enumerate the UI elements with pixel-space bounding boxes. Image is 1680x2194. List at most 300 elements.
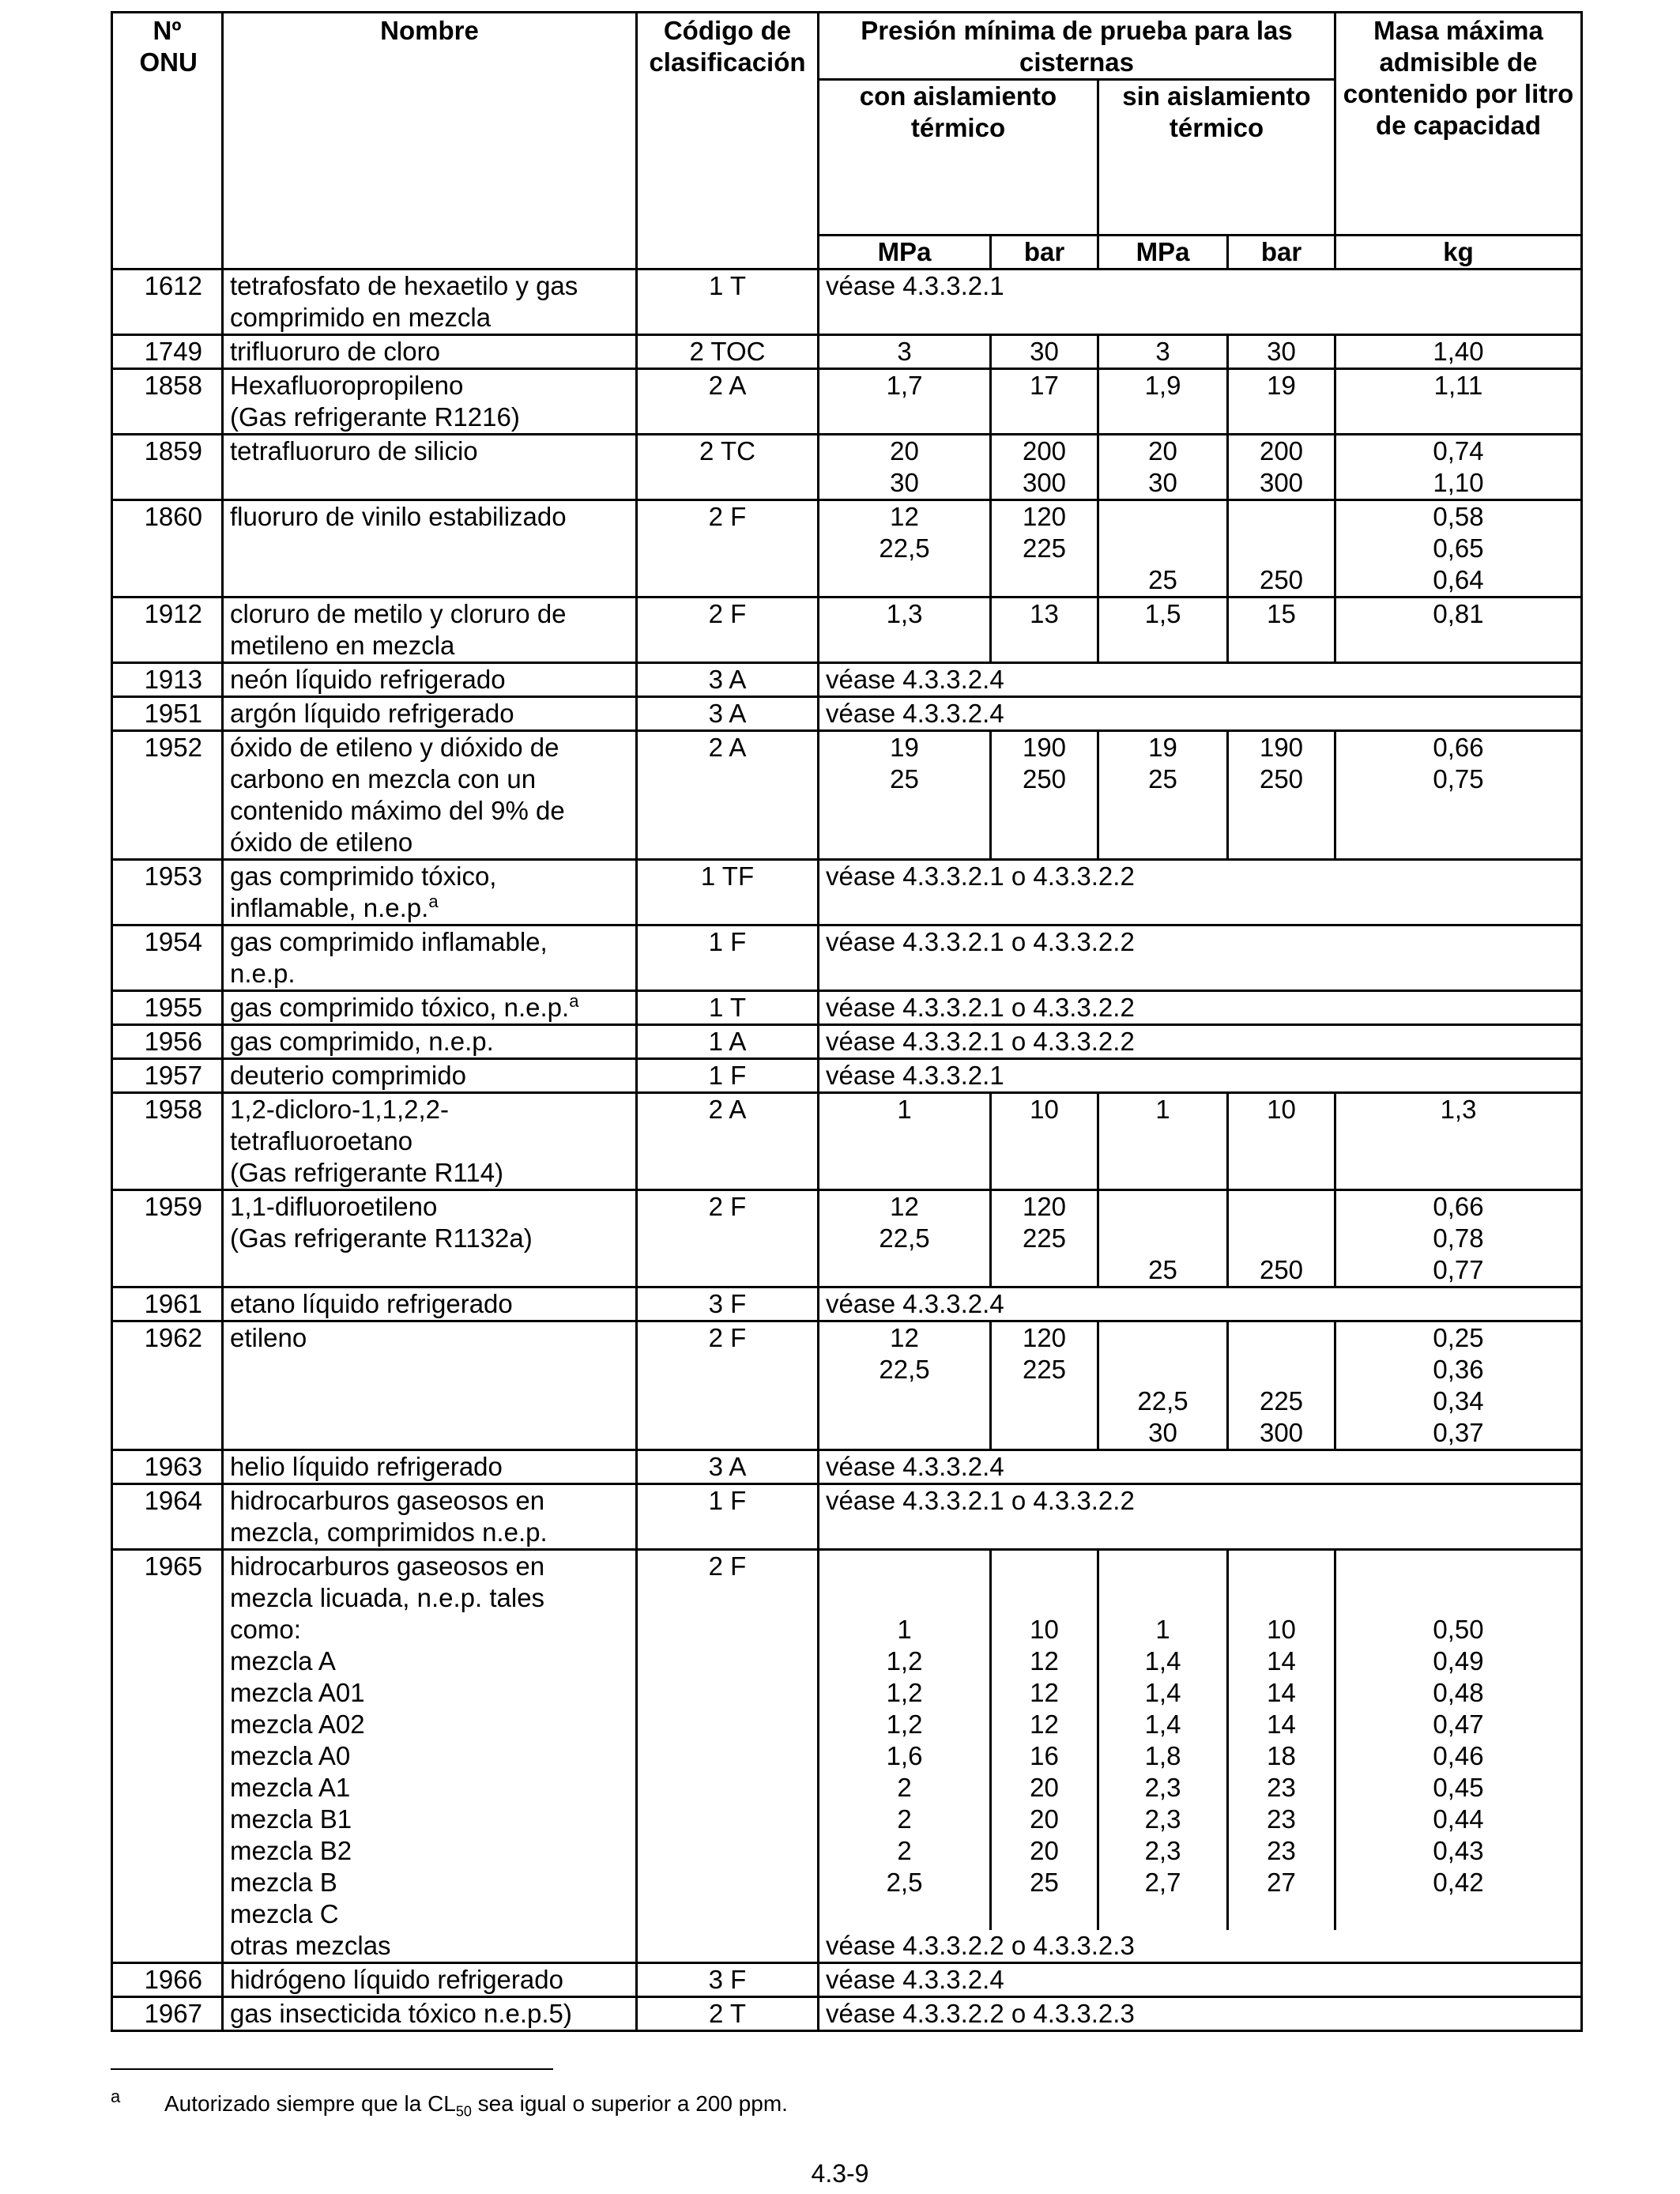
- name-line: contenido máximo del 9% de: [230, 796, 565, 825]
- max-mass-kg: [1335, 598, 1582, 663]
- tank-instruction-ref: véase 4.3.3.2.1 o 4.3.3.2.2: [819, 1025, 1582, 1059]
- substance-name: [223, 598, 637, 663]
- pressure-mpa-uninsulated: [1098, 435, 1228, 500]
- classification-code: 2 T: [637, 1997, 819, 2031]
- cell-line: 225: [1022, 1355, 1067, 1384]
- substance-name: [223, 1997, 637, 2031]
- name-line: fluoruro de vinilo estabilizado: [230, 502, 567, 531]
- name-line: argón líquido refrigerado: [230, 699, 514, 728]
- cell-line: [1343, 1582, 1574, 1614]
- pressure-bar-insulated: [991, 731, 1098, 860]
- cell-line: 250: [1259, 565, 1304, 594]
- name-line: inflamable, n.e.p.$^a$: [230, 892, 439, 922]
- header-sin-aislamiento: sin aislamiento térmico: [1098, 80, 1335, 236]
- pressure-mpa-uninsulated: [1098, 369, 1228, 435]
- name-line: tetrafosfato de hexaetilo y gas: [230, 271, 578, 300]
- cell-line: [1106, 1191, 1220, 1223]
- classification-code: 2 TC: [637, 435, 819, 500]
- cell-line: [826, 1582, 983, 1614]
- name-line: etileno: [230, 1323, 307, 1352]
- pressure-bar-insulated: [991, 1321, 1098, 1450]
- classification-code: 2 F: [637, 1550, 819, 1963]
- footnote-marker: a: [111, 2087, 121, 2106]
- table-row: [112, 1321, 1582, 1450]
- cell-line: 13: [1030, 599, 1059, 628]
- unit-bar-sin: bar: [1228, 236, 1335, 270]
- onu-number: 1612: [112, 270, 223, 335]
- cell-line: [1235, 1322, 1328, 1354]
- cell-line: 10: [1030, 1615, 1059, 1644]
- max-mass-kg: [1335, 1093, 1582, 1190]
- cell-line: 30: [1148, 468, 1177, 497]
- name-line: neón líquido refrigerado: [230, 665, 506, 694]
- cell-line: 120: [1022, 1192, 1067, 1221]
- cell-line: [826, 1898, 983, 1930]
- tank-instruction-ref: véase 4.3.3.2.2 o 4.3.3.2.3: [819, 1997, 1582, 2031]
- substance-name: [223, 1963, 637, 1997]
- cell-line: 2,3: [1144, 1804, 1181, 1834]
- substance-name: [223, 697, 637, 731]
- cell-line: 1,8: [1144, 1741, 1181, 1770]
- pressure-mpa-insulated: [819, 1321, 991, 1450]
- cell-line: 2,3: [1144, 1773, 1181, 1802]
- cell-line: 0,65: [1433, 533, 1484, 563]
- name-line: óxido de etileno: [230, 827, 413, 857]
- unit-mpa-con: MPa: [819, 236, 991, 270]
- pressure-mpa-insulated: [819, 435, 991, 500]
- max-mass-kg: [1335, 1550, 1582, 1931]
- onu-number: 1953: [112, 860, 223, 925]
- header-con-aislamiento: con aislamiento térmico: [819, 80, 1098, 236]
- cell-line: 1,2: [886, 1710, 923, 1739]
- table-row: [112, 270, 1582, 335]
- substance-name: [223, 500, 637, 598]
- name-line: carbono en mezcla con un: [230, 764, 537, 794]
- pressure-mpa-insulated: [819, 598, 991, 663]
- pressure-mpa-insulated: [819, 1550, 991, 1931]
- cell-line: 1,4: [1144, 1678, 1181, 1707]
- cell-line: 0,81: [1433, 599, 1484, 628]
- name-line: tetrafluoroetano: [230, 1126, 413, 1155]
- name-line: mezcla A1: [230, 1773, 351, 1802]
- cell-line: [998, 1417, 1090, 1449]
- tank-instruction-ref: véase 4.3.3.2.1: [819, 1059, 1582, 1093]
- table-row: [112, 598, 1582, 663]
- cell-line: 225: [1022, 533, 1067, 563]
- substance-name: [223, 1190, 637, 1287]
- cell-line: 0,78: [1433, 1223, 1484, 1253]
- name-line: cloruro de metilo y cloruro de: [230, 599, 567, 628]
- name-line: 1,1-difluoroetileno: [230, 1192, 438, 1221]
- cell-line: 2,7: [1144, 1868, 1181, 1897]
- cell-line: 1: [1155, 1095, 1170, 1124]
- cell-line: 2,5: [886, 1868, 923, 1897]
- cell-line: 30: [890, 468, 919, 497]
- cell-line: [1343, 1898, 1574, 1930]
- cell-line: 250: [1259, 764, 1304, 794]
- cell-line: 1,7: [886, 371, 923, 400]
- cell-line: 0,45: [1433, 1773, 1484, 1802]
- max-mass-kg: [1335, 369, 1582, 435]
- cell-line: 1,9: [1144, 371, 1181, 400]
- cell-line: 300: [1022, 468, 1067, 497]
- classification-code: 3 A: [637, 697, 819, 731]
- table-row: [112, 925, 1582, 991]
- cell-line: 0,43: [1433, 1836, 1484, 1865]
- pressure-bar-insulated: [991, 435, 1098, 500]
- name-line: gas comprimido, n.e.p.: [230, 1027, 494, 1056]
- classification-code: 2 A: [637, 369, 819, 435]
- unit-kg: kg: [1335, 236, 1582, 270]
- table-row: [112, 435, 1582, 500]
- table-row: [112, 991, 1582, 1025]
- cell-line: 3: [1155, 337, 1170, 366]
- substance-name: [223, 1059, 637, 1093]
- cell-line: 1,40: [1433, 337, 1484, 366]
- substance-name: [223, 270, 637, 335]
- onu-number: 1956: [112, 1025, 223, 1059]
- tank-instruction-ref: véase 4.3.3.2.1: [819, 270, 1582, 335]
- cell-line: 225: [1022, 1223, 1067, 1253]
- cell-line: 27: [1267, 1868, 1296, 1897]
- cell-line: 0,37: [1433, 1418, 1484, 1447]
- table-row: [112, 1997, 1582, 2031]
- cell-line: 3: [897, 337, 912, 366]
- cell-line: [826, 1254, 983, 1286]
- cell-line: 10: [1030, 1095, 1059, 1124]
- pressure-bar-uninsulated: [1228, 1093, 1335, 1190]
- cell-line: 0,77: [1433, 1255, 1484, 1284]
- cell-line: 12: [890, 502, 919, 531]
- onu-number: 1954: [112, 925, 223, 991]
- pressure-mpa-insulated: [819, 369, 991, 435]
- cell-line: 20: [1148, 436, 1177, 466]
- page-number: 4.3-9: [811, 2159, 869, 2188]
- cell-line: [1106, 1551, 1220, 1582]
- onu-number: 1952: [112, 731, 223, 860]
- name-line: (Gas refrigerante R1132a): [230, 1223, 533, 1253]
- cell-line: [1235, 1551, 1328, 1582]
- cell-line: 25: [890, 764, 919, 794]
- cell-line: 25: [1148, 764, 1177, 794]
- substance-name: [223, 1093, 637, 1190]
- classification-code: 2 A: [637, 731, 819, 860]
- cell-line: 19: [890, 733, 919, 762]
- onu-number: 1966: [112, 1963, 223, 1997]
- cell-line: 22,5: [879, 1223, 930, 1253]
- table-row: [112, 1450, 1582, 1484]
- max-mass-kg: [1335, 1321, 1582, 1450]
- pressure-bar-insulated: [991, 1550, 1098, 1931]
- cell-line: 12: [1030, 1678, 1059, 1707]
- classification-code: 1 TF: [637, 860, 819, 925]
- header-nombre: Nombre: [223, 13, 637, 236]
- cell-line: [1106, 1223, 1220, 1254]
- cell-line: [1343, 1551, 1574, 1582]
- table-row: [112, 663, 1582, 697]
- cell-line: 22,5: [879, 1355, 930, 1384]
- cell-line: 200: [1259, 436, 1304, 466]
- cell-line: 1,2: [886, 1678, 923, 1707]
- cell-line: 0,58: [1433, 502, 1484, 531]
- name-line: como:: [230, 1615, 301, 1644]
- cell-line: 30: [1148, 1418, 1177, 1447]
- classification-code: 2 F: [637, 1190, 819, 1287]
- cell-line: 300: [1259, 1418, 1304, 1447]
- pressure-mpa-uninsulated: [1098, 1190, 1228, 1287]
- footnote-divider: [111, 2068, 553, 2070]
- cell-line: 190: [1259, 733, 1304, 762]
- pressure-bar-uninsulated: [1228, 335, 1335, 369]
- name-line: hidrocarburos gaseosos en: [230, 1551, 545, 1581]
- cell-line: 0,36: [1433, 1355, 1484, 1384]
- header-presion: Presión mínima de prueba para las cisternas: [819, 13, 1335, 80]
- cell-line: 12: [1030, 1710, 1059, 1739]
- classification-code: 3 F: [637, 1963, 819, 1997]
- table-row: [112, 1025, 1582, 1059]
- cell-line: 250: [1022, 764, 1067, 794]
- onu-number: 1951: [112, 697, 223, 731]
- cell-line: 0,34: [1433, 1386, 1484, 1416]
- cell-line: 17: [1030, 371, 1059, 400]
- cell-line: 10: [1267, 1615, 1296, 1644]
- cell-line: 20: [890, 436, 919, 466]
- cell-line: [1106, 533, 1220, 564]
- cell-line: [1106, 1354, 1220, 1385]
- cell-line: 2: [897, 1836, 912, 1865]
- name-line: helio líquido refrigerado: [230, 1452, 503, 1481]
- cell-line: 25: [1148, 1255, 1177, 1284]
- cell-line: [1235, 1223, 1328, 1254]
- cell-line: 1,2: [886, 1646, 923, 1676]
- cell-line: 0,47: [1433, 1710, 1484, 1739]
- cell-line: [998, 1898, 1090, 1930]
- table-row: [112, 1287, 1582, 1321]
- classification-code: 1 F: [637, 1059, 819, 1093]
- substance-name: [223, 860, 637, 925]
- pressure-bar-uninsulated: [1228, 500, 1335, 598]
- cell-line: [998, 1254, 1090, 1286]
- cell-line: 1,5: [1144, 599, 1181, 628]
- pressure-bar-insulated: [991, 598, 1098, 663]
- substance-name: [223, 1550, 637, 1963]
- onu-number: 1860: [112, 500, 223, 598]
- cell-line: 12: [890, 1323, 919, 1352]
- onu-number: 1958: [112, 1093, 223, 1190]
- cell-line: 1: [897, 1615, 912, 1644]
- cell-line: 200: [1022, 436, 1067, 466]
- classification-code: 1 F: [637, 925, 819, 991]
- max-mass-kg: [1335, 731, 1582, 860]
- pressure-mpa-insulated: [819, 335, 991, 369]
- cell-line: 25: [1030, 1868, 1059, 1897]
- tank-instruction-ref: véase 4.3.3.2.4: [819, 1963, 1582, 1997]
- cell-line: 15: [1267, 599, 1296, 628]
- cell-line: 0,66: [1433, 1192, 1484, 1221]
- classification-code: 2 F: [637, 1321, 819, 1450]
- cell-line: [1235, 1582, 1328, 1614]
- cell-line: 20: [1030, 1773, 1059, 1802]
- name-line: tetrafluoruro de silicio: [230, 436, 478, 466]
- pressure-bar-insulated: [991, 500, 1098, 598]
- pressure-mpa-uninsulated: [1098, 1550, 1228, 1931]
- name-line: Hexafluoropropileno: [230, 371, 464, 400]
- cell-line: 250: [1259, 1255, 1304, 1284]
- name-line: óxido de etileno y dióxido de: [230, 733, 559, 762]
- unit-bar-con: bar: [991, 236, 1098, 270]
- cell-line: 120: [1022, 502, 1067, 531]
- cell-line: [1235, 1191, 1328, 1223]
- cell-line: [1106, 1582, 1220, 1614]
- name-line: (Gas refrigerante R114): [230, 1158, 504, 1187]
- table-row: [112, 860, 1582, 925]
- cell-line: 0,64: [1433, 565, 1484, 594]
- name-line: mezcla A: [230, 1646, 336, 1676]
- substance-name: [223, 731, 637, 860]
- name-line: mezcla B1: [230, 1804, 352, 1834]
- cell-line: [1106, 1322, 1220, 1354]
- name-line: mezcla A01: [230, 1678, 365, 1707]
- gas-tank-table: [111, 11, 1583, 2032]
- pressure-mpa-insulated: [819, 731, 991, 860]
- onu-number: 1859: [112, 435, 223, 500]
- cell-line: [998, 564, 1090, 596]
- cell-line: 23: [1267, 1773, 1296, 1802]
- classification-code: 2 A: [637, 1093, 819, 1190]
- cell-line: [998, 1551, 1090, 1582]
- classification-code: 3 A: [637, 1450, 819, 1484]
- cell-line: 300: [1259, 468, 1304, 497]
- cell-line: 1,6: [886, 1741, 923, 1770]
- cell-line: [826, 1417, 983, 1449]
- substance-name: [223, 1287, 637, 1321]
- table-row: [112, 335, 1582, 369]
- cell-line: 0,50: [1433, 1615, 1484, 1644]
- table-row: [112, 1550, 1582, 1931]
- cell-line: [1235, 501, 1328, 533]
- onu-number: 1955: [112, 991, 223, 1025]
- name-line: trifluoruro de cloro: [230, 337, 440, 366]
- classification-code: 2 F: [637, 500, 819, 598]
- cell-line: 23: [1267, 1804, 1296, 1834]
- onu-number: 1959: [112, 1190, 223, 1287]
- max-mass-kg: [1335, 1190, 1582, 1287]
- cell-line: 14: [1267, 1710, 1296, 1739]
- pressure-bar-uninsulated: [1228, 1321, 1335, 1450]
- substance-name: [223, 369, 637, 435]
- name-line: gas insecticida tóxico n.e.p.5): [230, 1999, 572, 2028]
- cell-line: [1106, 501, 1220, 533]
- cell-line: 0,75: [1433, 764, 1484, 794]
- cell-line: 1,10: [1433, 468, 1484, 497]
- cell-line: 30: [1267, 337, 1296, 366]
- footnote-text: Autorizado siempre que la $CL_{50}$ sea igual o superior a 200 ppm.: [164, 2091, 788, 2120]
- table-row: [112, 369, 1582, 435]
- tank-instruction-ref: véase 4.3.3.2.4: [819, 663, 1582, 697]
- substance-name: [223, 1450, 637, 1484]
- pressure-bar-uninsulated: [1228, 598, 1335, 663]
- pressure-mpa-uninsulated: [1098, 598, 1228, 663]
- name-line: (Gas refrigerante R1216): [230, 402, 520, 432]
- onu-number: 1957: [112, 1059, 223, 1093]
- name-line: gas comprimido tóxico,: [230, 861, 497, 891]
- pressure-bar-uninsulated: [1228, 731, 1335, 860]
- header-onu: Nº ONU: [112, 13, 223, 236]
- cell-line: [998, 1385, 1090, 1417]
- cell-line: 0,46: [1433, 1741, 1484, 1770]
- max-mass-kg: [1335, 500, 1582, 598]
- cell-line: 0,44: [1433, 1804, 1484, 1834]
- classification-code: 1 T: [637, 270, 819, 335]
- unit-mpa-sin: MPa: [1098, 236, 1228, 270]
- name-line: mezcla licuada, n.e.p. tales: [230, 1583, 545, 1612]
- cell-line: 19: [1148, 733, 1177, 762]
- tank-instruction-ref: véase 4.3.3.2.1 o 4.3.3.2.2: [819, 991, 1582, 1025]
- substance-name: [223, 1484, 637, 1550]
- cell-line: [1106, 1898, 1220, 1930]
- onu-number: 1963: [112, 1450, 223, 1484]
- classification-code: 1 F: [637, 1484, 819, 1550]
- name-line: mezcla B: [230, 1868, 337, 1897]
- cell-line: 22,5: [879, 533, 930, 563]
- cell-line: 0,49: [1433, 1646, 1484, 1676]
- table-row: [112, 1093, 1582, 1190]
- header-codigo: Código de clasificación: [637, 13, 819, 236]
- substance-name: [223, 991, 637, 1025]
- cell-line: 14: [1267, 1678, 1296, 1707]
- footnote-ref: a: [428, 892, 439, 911]
- classification-code: 1 T: [637, 991, 819, 1025]
- substance-name: [223, 663, 637, 697]
- name-line: mezcla C: [230, 1899, 339, 1928]
- name-line: etano líquido refrigerado: [230, 1289, 513, 1318]
- pressure-bar-uninsulated: [1228, 1550, 1335, 1931]
- cell-line: 1,4: [1144, 1710, 1181, 1739]
- tank-instruction-ref: véase 4.3.3.2.1 o 4.3.3.2.2: [819, 860, 1582, 925]
- onu-number: 1967: [112, 1997, 223, 2031]
- name-line: hidrocarburos gaseosos en: [230, 1486, 545, 1515]
- cell-line: 14: [1267, 1646, 1296, 1676]
- pressure-mpa-uninsulated: [1098, 1321, 1228, 1450]
- cell-line: 20: [1030, 1836, 1059, 1865]
- table-row: [112, 500, 1582, 598]
- table-row: [112, 1190, 1582, 1287]
- cell-line: 1,3: [1440, 1095, 1477, 1124]
- name-line: gas comprimido inflamable,: [230, 927, 548, 956]
- pressure-mpa-uninsulated: [1098, 335, 1228, 369]
- name-line: mezcla, comprimidos n.e.p.: [230, 1517, 548, 1547]
- tank-instruction-ref: véase 4.3.3.2.4: [819, 697, 1582, 731]
- pressure-bar-insulated: [991, 369, 1098, 435]
- onu-number: 1749: [112, 335, 223, 369]
- substance-name: [223, 925, 637, 991]
- cell-line: 0,48: [1433, 1678, 1484, 1707]
- table-row: [112, 697, 1582, 731]
- name-line: mezcla B2: [230, 1836, 352, 1865]
- tank-instruction-ref: véase 4.3.3.2.4: [819, 1450, 1582, 1484]
- name-line: deuterio comprimido: [230, 1061, 466, 1090]
- substance-name: [223, 335, 637, 369]
- pressure-bar-uninsulated: [1228, 1190, 1335, 1287]
- pressure-bar-uninsulated: [1228, 369, 1335, 435]
- cell-line: 10: [1267, 1095, 1296, 1124]
- header-masa: Masa máxima admisible de contenido por litro de capacidad: [1335, 13, 1582, 236]
- pressure-bar-insulated: [991, 1190, 1098, 1287]
- pressure-mpa-insulated: [819, 1093, 991, 1190]
- cell-line: 12: [890, 1192, 919, 1221]
- classification-code: 3 A: [637, 663, 819, 697]
- cell-line: 1,4: [1144, 1646, 1181, 1676]
